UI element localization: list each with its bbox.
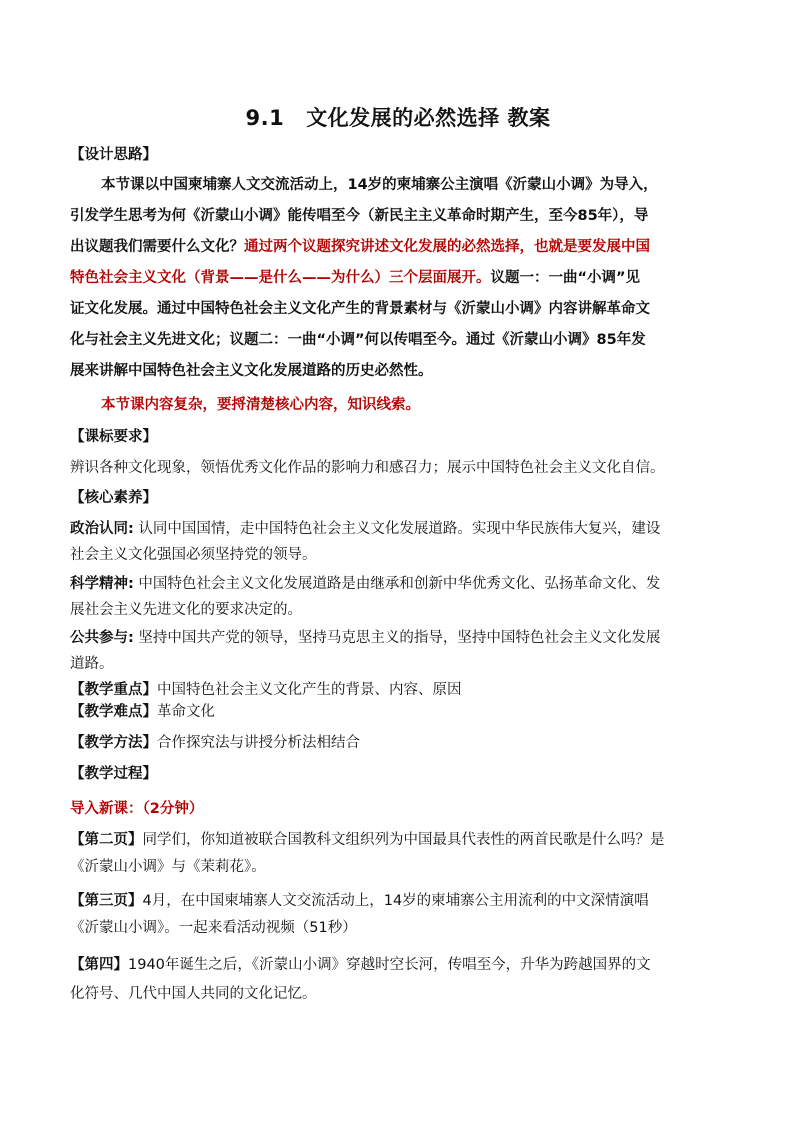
difficulty-text: 革命文化 <box>157 704 215 720</box>
page2-label: 【第二页】 <box>70 832 143 848</box>
page3-text-2: 《沂蒙山小调》。一起来看活动视频（51秒） <box>70 920 357 936</box>
literacy-political-line-1 <box>70 519 726 539</box>
public-text-2: 道路。 <box>70 656 114 672</box>
title-number: 9.1 <box>245 106 285 130</box>
difficulty-line <box>70 702 726 722</box>
page2-line-1 <box>70 830 726 850</box>
design-line-6: 化与社会主义先进文化；议题二：一曲“小调”何以传唱至今。通过《沂蒙山小调》85年发 <box>70 332 646 348</box>
design-line-7: 展来讲解中国特色社会主义文化发展道路的历史必然性。 <box>70 363 433 379</box>
design-note: 本节课内容复杂，要捋清楚核心内容，知识线索。 <box>101 397 420 413</box>
design-line-4-red: 特色社会主义文化（背景——是什么——为什么）三个层面展开。 <box>70 270 491 286</box>
intro-header: 导入新课：（2分钟） <box>70 801 204 817</box>
design-line-5: 证文化发展。通过中国特色社会主义文化产生的背景素材与《沂蒙山小调》内容讲解革命文 <box>70 301 650 317</box>
focus-text: 中国特色社会主义文化产生的背景、内容、原因 <box>157 682 462 698</box>
page4-line-1 <box>70 955 726 975</box>
political-text-2: 社会主义文化强国必须坚持党的领导。 <box>70 547 317 563</box>
page2-text-2: 《沂蒙山小调》与《茉莉花》。 <box>70 859 266 875</box>
design-line-3-black: 出议题我们需要什么文化？ <box>70 239 244 255</box>
science-text-2: 展社会主义先进文化的要求决定的。 <box>70 602 302 618</box>
page2-text-1: 同学们，你知道被联合国教科文组织列为中国最具代表性的两首民歌是什么吗？是 <box>142 832 665 848</box>
design-line-3 <box>70 237 726 257</box>
political-label: 政治认同: <box>70 521 134 537</box>
page4-text-2: 化符号、几代中国人共同的文化记忆。 <box>70 986 317 1002</box>
design-line-4 <box>70 268 726 288</box>
standard-header: 【课标要求】 <box>70 429 157 445</box>
page3-label: 【第三页】 <box>70 893 143 909</box>
process-header: 【教学过程】 <box>70 766 157 782</box>
page4-text-1: 1940年诞生之后，《沂蒙山小调》穿越时空长河，传唱至今，升华为跨越国界的文 <box>128 957 651 973</box>
page3-line-1 <box>70 891 726 911</box>
page4-label: 【第四】 <box>70 957 128 973</box>
design-line-3-red: 通过两个议题探究讲述文化发展的必然选择，也就是要发展中国 <box>244 239 650 255</box>
focus-line <box>70 680 726 700</box>
literacy-public-line-1 <box>70 628 726 648</box>
method-label: 【教学方法】 <box>70 735 157 751</box>
design-line-2: 引发学生思考为何《沂蒙山小调》能传唱至今（新民主主义革命时期产生，至今85年），导 <box>70 208 649 224</box>
science-label: 科学精神: <box>70 576 134 592</box>
design-line-4-black: 议题一：一曲“小调”见 <box>490 270 641 286</box>
public-label: 公共参与: <box>70 630 134 646</box>
design-line-1: 本节课以中国柬埔寨人文交流活动上，14岁的柬埔寨公主演唱《沂蒙山小调》为导入， <box>101 177 658 193</box>
page-title <box>70 102 726 132</box>
literacy-science-line-1 <box>70 574 726 594</box>
method-line <box>70 733 726 753</box>
political-text-1: 认同中国国情，走中国特色社会主义文化发展道路。实现中华民族伟大复兴，建设 <box>133 521 661 537</box>
method-text: 合作探究法与讲授分析法相结合 <box>157 735 360 751</box>
standard-text: 辨识各种文化现象，领悟优秀文化作品的影响力和感召力；展示中国特色社会主义文化自信。 <box>70 460 665 476</box>
title-text: 文化发展的必然选择 教案 <box>306 106 551 130</box>
public-text-1: 坚持中国共产党的领导，坚持马克思主义的指导，坚持中国特色社会主义文化发展 <box>133 630 661 646</box>
focus-label: 【教学重点】 <box>70 682 157 698</box>
difficulty-label: 【教学难点】 <box>70 704 157 720</box>
science-text-1: 中国特色社会主义文化发展道路是由继承和创新中华优秀文化、弘扬革命文化、发 <box>133 576 661 592</box>
design-header: 【设计思路】 <box>70 147 157 163</box>
page3-text-1: 4月，在中国柬埔寨人文交流活动上，14岁的柬埔寨公主用流利的中文深情演唱 <box>142 893 649 909</box>
literacy-header: 【核心素养】 <box>70 490 157 506</box>
